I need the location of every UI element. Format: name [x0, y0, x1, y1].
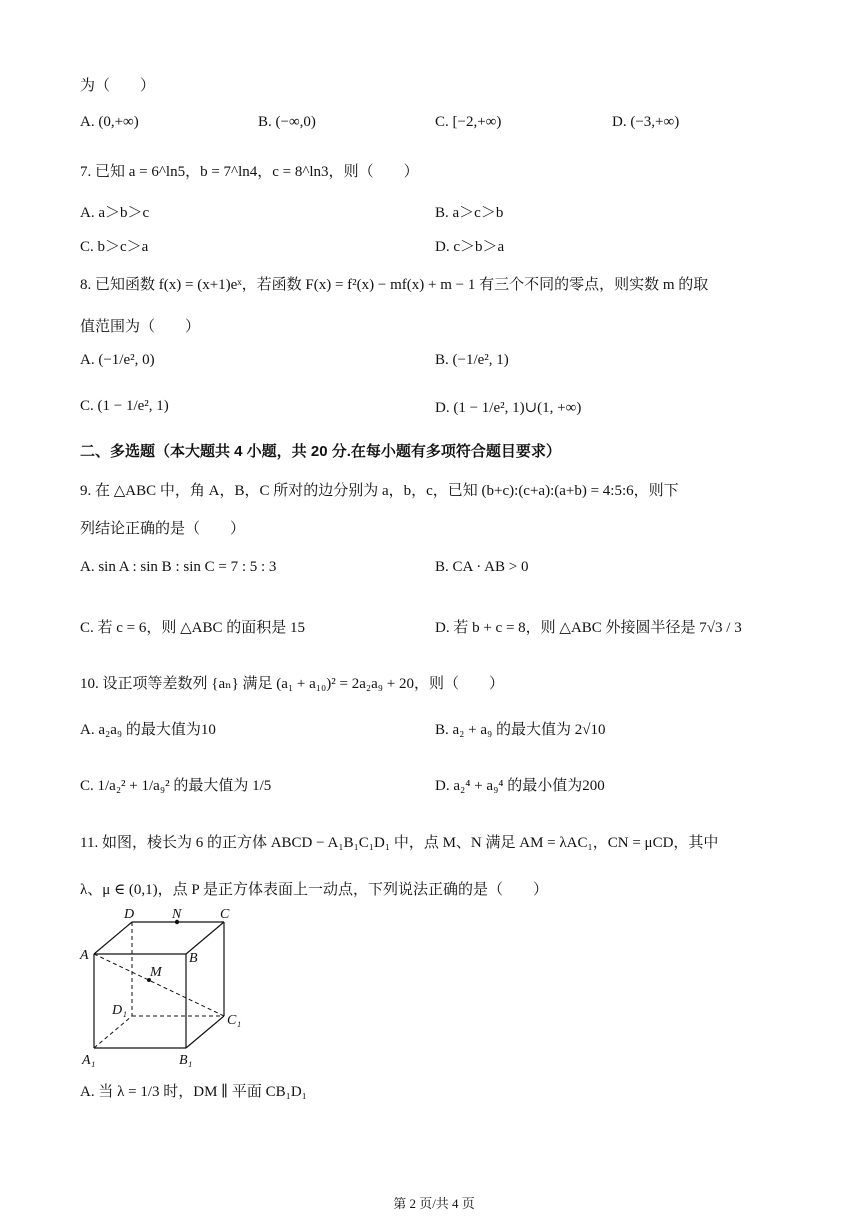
q9-option-d: D. 若 b + c = 8，则 △ABC 外接圆半径是 7√3 / 3: [435, 620, 742, 636]
q7-option-b: B. a＞c＞b: [435, 205, 504, 221]
q8-stem-line1: 8. 已知函数 f(x) = (x+1)eˣ，若函数 F(x) = f²(x) − mf(x) + m − 1 有三个不同的零点，则实数 m 的取: [80, 277, 709, 293]
q8-option-a: A. (−1/e², 0): [80, 352, 155, 368]
q8-stem-line2: 值范围为（ ）: [80, 319, 201, 335]
q7-option-d: D. c＞b＞a: [435, 239, 505, 255]
q10-option-d: D. a₂⁴ + a₉⁴ 的最小值为200: [435, 778, 605, 794]
edge-b1c1: [186, 1016, 224, 1048]
q11-option-a: A. 当 λ = 1/3 时，DM ∥ 平面 CB₁D₁: [80, 1084, 307, 1100]
page-footer: 第 2 页/共 4 页: [393, 1196, 475, 1211]
label-a1: A₁: [82, 1053, 96, 1068]
cube-figure: [76, 904, 256, 1072]
q9-option-a: A. sin A : sin B : sin C = 7 : 5 : 3: [80, 559, 277, 575]
q6-option-d: D. (−3,+∞): [612, 114, 680, 130]
q6-option-c: C. [−2,+∞): [435, 114, 502, 130]
label-c1: C₁: [227, 1013, 242, 1028]
q8-option-d: D. (1 − 1/e², 1)∪(1, +∞): [435, 400, 582, 416]
section-heading: 二、多选题（本大题共 4 小题，共 20 分.在每小题有多项符合题目要求）: [80, 443, 561, 460]
q7-stem: 7. 已知 a = 6^ln5，b = 7^ln4，c = 8^ln3，则（ ）: [80, 164, 419, 180]
q7-option-c: C. b＞c＞a: [80, 239, 149, 255]
q9-option-b: B. CA · AB > 0: [435, 559, 529, 575]
label-d1: D₁: [112, 1003, 127, 1018]
q7-option-a: A. a＞b＞c: [80, 205, 150, 221]
q8-option-b: B. (−1/e², 1): [435, 352, 509, 368]
q9-stem-line2: 列结论正确的是（ ）: [80, 521, 246, 537]
q11-stem-line1: 11. 如图，棱长为 6 的正方体 ABCD − A₁B₁C₁D₁ 中，点 M、N 满足 AM = λAC₁，CN = μCD，其中: [80, 835, 719, 851]
q9-stem-line1: 9. 在 △ABC 中，角 A，B，C 所对的边分别为 a，b，c，已知 (b+c):(c+a):(a+b) = 4:5:6，则下: [80, 483, 679, 499]
q9-option-c: C. 若 c = 6，则 △ABC 的面积是 15: [80, 620, 306, 636]
edge-ad: [94, 922, 132, 954]
q6-option-b: B. (−∞,0): [258, 114, 316, 130]
label-b: B: [189, 951, 198, 966]
q11-stem-line2: λ、μ ∈ (0,1)，点 P 是正方体表面上一动点，下列说法正确的是（ ）: [80, 882, 548, 898]
edge-bc: [186, 922, 224, 954]
label-b1: B₁: [179, 1053, 193, 1068]
label-d: D: [124, 907, 135, 922]
q10-option-a: A. a₂a₉ 的最大值为10: [80, 722, 216, 738]
q10-option-b: B. a₂ + a₉ 的最大值为 2√10: [435, 722, 606, 738]
label-c: C: [220, 907, 230, 922]
label-n: N: [172, 907, 182, 922]
label-m: M: [150, 965, 162, 980]
q6-stem-tail: 为（ ）: [80, 78, 156, 94]
q8-option-c: C. (1 − 1/e², 1): [80, 398, 169, 414]
q6-option-a: A. (0,+∞): [80, 114, 139, 130]
q10-option-c: C. 1/a₂² + 1/a₉² 的最大值为 1/5: [80, 778, 272, 794]
label-a: A: [80, 948, 89, 963]
q10-stem: 10. 设正项等差数列 {aₙ} 满足 (a₁ + a₁₀)² = 2a₂a₉ + 20，则（ ）: [80, 676, 504, 692]
edge-a1d1-hidden: [94, 1016, 132, 1048]
